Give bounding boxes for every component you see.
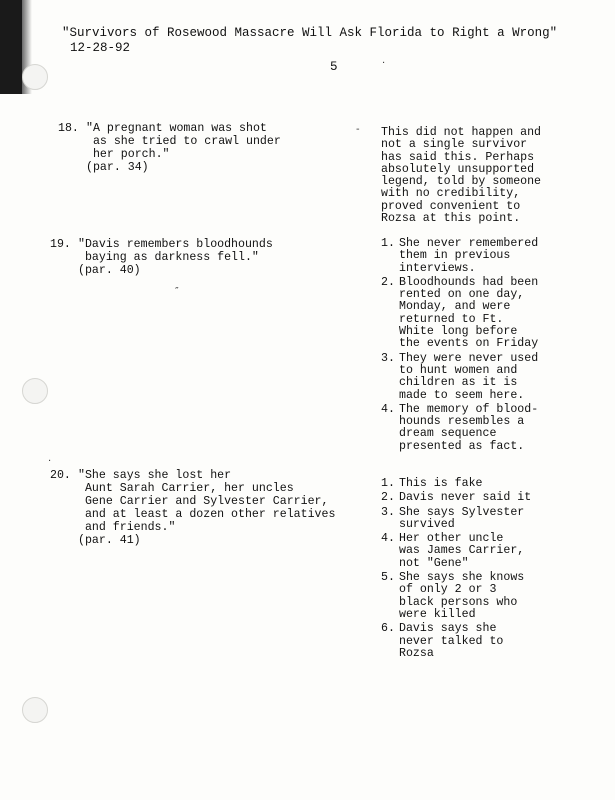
point-text: Her other uncle was James Carrier, not "Gene": [399, 532, 525, 570]
claim-19: [50, 238, 273, 290]
point-text: She says Sylvester survived: [399, 505, 525, 531]
rebuttal-point: [381, 533, 531, 570]
point-number: 1.: [381, 237, 395, 250]
rebuttal-point: [381, 623, 531, 660]
claim-number: 19.: [50, 238, 71, 251]
rebuttal-point: [381, 277, 538, 351]
binder-hole-bottom: [22, 697, 48, 723]
document-title: "Survivors of Rosewood Massacre Will Ask Florida to Right a Wrong": [62, 26, 558, 40]
rebuttal-point: [381, 492, 531, 504]
scan-speck: ″: [175, 286, 179, 297]
point-number: 4.: [381, 402, 395, 416]
point-text: Davis says she never talked to Rozsa: [399, 622, 504, 660]
scan-dark-edge: [0, 0, 22, 94]
point-number: 3.: [381, 351, 395, 365]
rebuttal-point: [381, 238, 538, 275]
rebuttal-point: [381, 353, 538, 402]
claim-number: 18.: [58, 122, 79, 135]
binder-hole-top: [22, 64, 48, 90]
point-text: Bloodhounds had been rented on one day, Monday, and were returned to Ft. White long before the events on Friday: [399, 275, 539, 351]
point-number: 2.: [381, 275, 395, 289]
point-number: 4.: [381, 532, 395, 546]
point-number: 6.: [381, 622, 395, 636]
point-number: 5.: [381, 571, 395, 585]
point-number: 1.: [381, 477, 395, 490]
claim-20: [50, 469, 336, 547]
rebuttal-point: [381, 478, 531, 490]
document-date: 12-28-92: [70, 41, 131, 55]
point-text: She says she knows of only 2 or 3 black persons who were killed: [399, 571, 525, 621]
scan-speck: ·: [382, 58, 386, 69]
rebuttal-18: This did not happen and not a single survivor has said this. Perhaps absolutely unsupported legend, told by someone with no credibility, proved convenient to Rozsa at this point.: [381, 126, 542, 226]
binder-hole-middle: [22, 378, 48, 404]
rebuttal-point: [381, 404, 538, 453]
point-number: 2.: [381, 491, 395, 505]
rebuttal-point: [381, 507, 531, 532]
point-text: They were never used to hunt women and children as it is made to seem here.: [399, 351, 539, 402]
claim-quote: "She says she lost her Aunt Sarah Carrier, her uncles Gene Carrier and Sylvester Carrier, and at least a dozen other relatives and friends." (par. 41): [78, 469, 336, 547]
point-number: 3.: [381, 505, 395, 519]
point-text: The memory of blood- hounds resembles a dream sequence presented as fact.: [399, 402, 539, 453]
point-text: Davis never said it: [399, 491, 532, 505]
point-text: She never remembered them in previous interviews.: [399, 237, 539, 275]
rebuttal-19-list: [381, 238, 538, 455]
scan-speck: -: [356, 124, 360, 135]
rebuttal-point: [381, 572, 531, 621]
claim-number: 20.: [50, 469, 71, 482]
point-text: This is fake: [399, 477, 483, 490]
page-number: 5: [330, 60, 338, 74]
claim-quote: "A pregnant woman was shot as she tried to crawl under her porch." (par. 34): [86, 122, 281, 174]
claim-18: [58, 122, 281, 174]
claim-quote: "Davis remembers bloodhounds baying as darkness fell." (par. 40): [78, 238, 273, 277]
rebuttal-20-list: [381, 478, 531, 662]
scan-speck: ·: [48, 456, 52, 467]
